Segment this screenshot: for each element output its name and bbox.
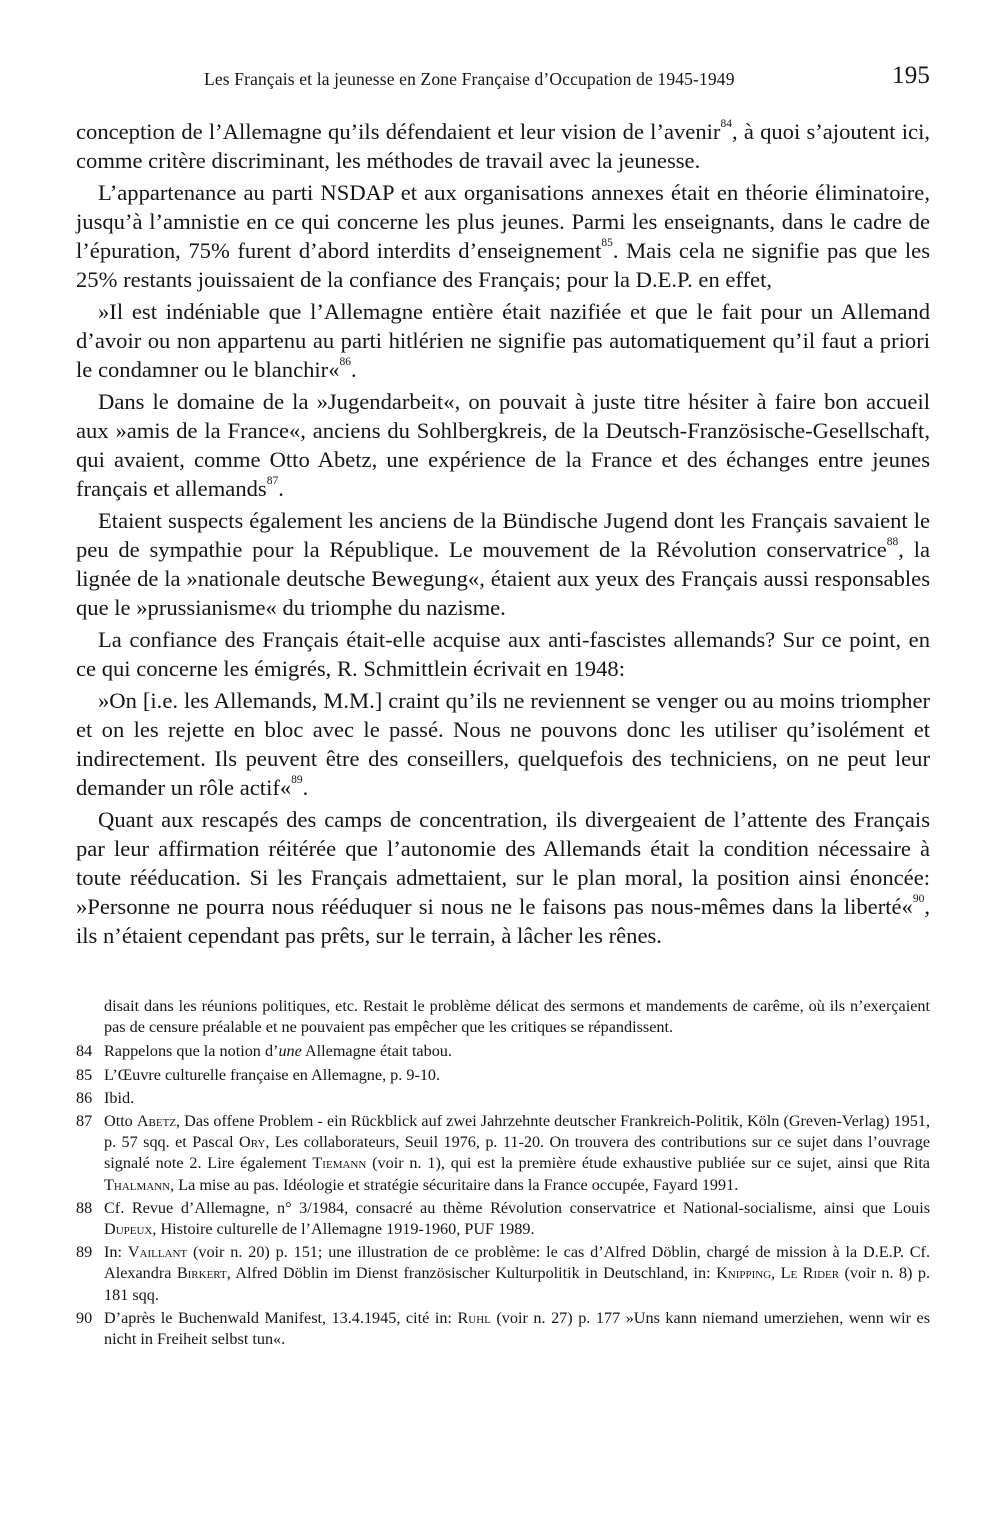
- footnote-ref: 87: [266, 475, 279, 488]
- footnote-85: 85 L’Œuvre culturelle française en Allemagne, p. 9-10.: [76, 1065, 441, 1084]
- author-name: Thalmann: [104, 1175, 171, 1194]
- quote-paragraph: »Il est indéniable que l’Allemagne entière était nazifiée et que le fait pour un Allemand d’avoir ou non appartenu au parti hitlérien ne signifie pas automatiquement qu’il faut a priori le condamner ou le blanchir«$^{86}$.: [76, 299, 930, 382]
- footnote-ref: 88: [886, 536, 899, 549]
- paragraph: conception de l’Allemagne qu’ils défendaient et leur vision de l’avenir$^{84}$, à quoi s’ajoutent ici, comme critère discriminant, les méthodes de travail avec la jeunesse.: [76, 118, 931, 173]
- author-name: Abetz: [136, 1112, 177, 1131]
- footnote-ref: 84: [720, 118, 732, 131]
- quote-paragraph: »On [i.e. les Allemands, M.M.] craint qu’ils ne reviennent se venger ou au moins triompher et on les rejette en bloc avec le passé. Nous ne pouvons donc les utiliser qu’isolément et indirectement. Ils peuvent être des conseillers, quelquefois des techniciens, on ne peut leur demander un rôle actif«$^{89}$.: [76, 688, 930, 800]
- footnote-ref: 89: [291, 774, 303, 787]
- author-name: Birkert: [176, 1264, 227, 1283]
- footnote-88: 88 Cf. Revue d’Allemagne, n° 3/1984, consacré au thème Révolution conservatrice et National-socialisme, ainsi que Louis Dupeux, Histoire culturelle de l’Allemagne 1919-1960, PUF 1989.: [76, 1198, 930, 1239]
- paragraph: Dans le domaine de la »Jugendarbeit«, on pouvait à juste titre hésiter à faire bon accueil aux »amis de la France«, anciens du Sohlbergkreis, de la Deutsch-Französische-Gesellschaft, qui avaient, comme Otto Abetz, une expérience de la France et des échanges entre jeunes français et allemands$^{87}$.: [76, 389, 930, 501]
- author-name: Le Rider: [780, 1264, 840, 1283]
- footnote-ref: 85: [601, 237, 613, 250]
- paragraph: Quant aux rescapés des camps de concentration, ils divergeaient de l’attente des Français par leur affirmation réitérée que l’autonomie des Allemands était la condition nécessaire à toute rééducation. Si les Français admettaient, sur le plan moral, la position ainsi énoncée: »Personne ne pourra nous rééduquer si nous ne le faisons pas nous-mêmes dans la liberté«$^{90}$, ils n’étaient cependant pas prêts, sur le terrain, à lâcher les rênes.: [76, 807, 930, 948]
- running-title: Les Français et la jeunesse en Zone Française d’Occupation de 1945-1949: [204, 69, 735, 89]
- author-name: Knipping: [716, 1264, 772, 1283]
- footnote-continuation: disait dans les réunions politiques, etc. Restait le problème délicat des sermons et mandements de carême, où ils n’exerçaient pas de censure préalable et ne pouvaient pas empêcher que les critiques se répandissent.: [104, 997, 930, 1037]
- author-name: Vaillant: [127, 1243, 188, 1262]
- footnote-86: 86 Ibid.: [76, 1088, 135, 1107]
- footnote-ref: 86: [339, 356, 351, 369]
- main-text: [76, 117, 930, 950]
- footnote-90: 90 D’après le Buchenwald Manifest, 13.4.1945, cité in: Ruhl (voir n. 27) p. 177 »Uns kann niemand umerziehen, wenn wir es nicht in Freiheit selbst tun«.: [76, 1308, 930, 1349]
- author-name: Tiemann: [312, 1154, 367, 1173]
- author-name: Dupeux: [104, 1220, 153, 1239]
- author-name: Ory: [239, 1133, 266, 1152]
- footnote-89: 89 In: Vaillant (voir n. 20) p. 151; une illustration de ce problème: le cas d’Alfred Döblin, chargé de mission à la D.E.P. Cf. Alexandra Birkert, Alfred Döblin im Dienst französischer Kulturpolitik in Deutschland, in: Knipping, Le Rider (voir n. 8) p. 181 sqq.: [76, 1243, 931, 1304]
- page-header: [76, 62, 930, 96]
- paragraph: L’appartenance au parti NSDAP et aux organisations annexes était en théorie éliminatoire, jusqu’à l’amnistie en ce qui concerne les plus jeunes. Parmi les enseignants, dans le cadre de l’épuration, 75% furent d’abord interdits d’enseignement$^{85}$. Mais cela ne signifie pas que les 25% restants jouissaient de la confiance des Français; pour la D.E.P. en effet,: [76, 180, 931, 292]
- author-name: Ruhl: [457, 1308, 491, 1327]
- footnote-87: 87 Otto Abetz, Das offene Problem - ein Rückblick auf zwei Jahrzehnte deutscher Frankreich-Politik, Köln (Greven-Verlag) 1951, p. 57 sqq. et Pascal Ory, Les collaborateurs, Seuil 1976, p. 11-20. On trouvera des contributions sur ce sujet dans l’ouvrage signalé note 2. Lire également Tiemann (voir n. 1), qui est la première étude exhaustive publiée sur ce sujet, ainsi que Rita Thalmann, La mise au pas. Idéologie et stratégie sécuritaire dans la France occupée, Fayard 1991.: [76, 1112, 930, 1194]
- page-number: 195: [892, 62, 930, 89]
- footnote-ref: 90: [912, 893, 925, 906]
- paragraph: La confiance des Français était-elle acquise aux anti-fascistes allemands? Sur ce point, en ce qui concerne les émigrés, R. Schmittlein écrivait en 1948:: [76, 627, 930, 681]
- paragraph: Etaient suspects également les anciens de la Bündische Jugend dont les Français savaient le peu de sympathie pour la République. Le mouvement de la Révolution conservatrice$^{88}$, la lignée de la »nationale deutsche Bewegung«, étaient aux yeux des Français aussi responsables que le »prussianisme« du triomphe du nazisme.: [76, 508, 931, 620]
- footnotes: [76, 996, 930, 1352]
- footnote-84: 84 Rappelons que la notion d’une Allemagne était tabou.: [76, 1042, 452, 1061]
